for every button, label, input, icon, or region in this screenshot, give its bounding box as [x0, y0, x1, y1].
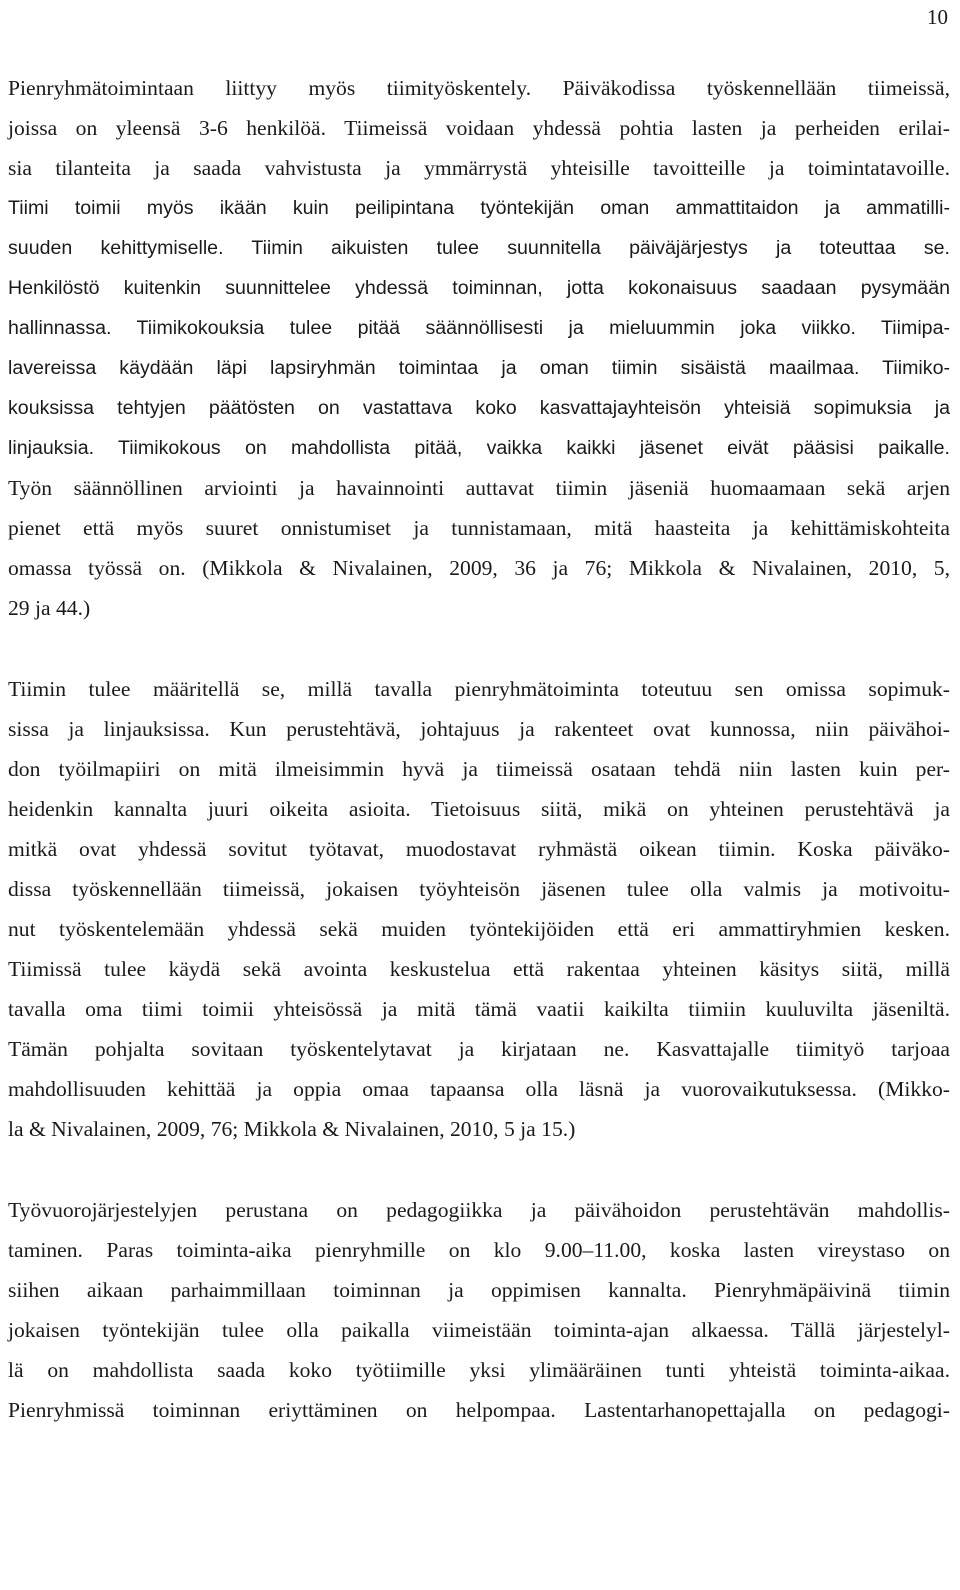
text-line: la & Nivalainen, 2009, 76; Mikkola & Nivalainen, 2010, 5 ja 15.): [8, 1117, 576, 1141]
text-line: tavalla oma tiimi toimii yhteisössä ja mitä tämä vaatii kaikilta tiimiin kuuluvilta jäseniltä.: [8, 997, 950, 1021]
text-line: lä on mahdollista saada koko työtiimille yksi ylimääräinen tunti yhteistä toiminta-aikaa.: [8, 1358, 950, 1382]
text-line: lavereissa käydään läpi lapsiryhmän toimintaa ja oman tiimin sisäistä maailmaa. Tiimiko-: [8, 357, 950, 379]
text-line: sissa ja linjauksissa. Kun perustehtävä, johtajuus ja rakenteet ovat kunnossa, niin päivähoi-: [8, 717, 950, 741]
text-line: dissa työskennellään tiimeissä, jokaisen työyhteisön jäsenen tulee olla valmis ja motivoitu-: [8, 877, 950, 901]
paragraph: [8, 1190, 950, 1430]
text-line: kouksissa tehtyjen päätösten on vastattava koko kasvattajayhteisön yhteisiä sopimuksia ja: [8, 397, 950, 419]
text-line: don työilmapiiri on mitä ilmeisimmin hyvä ja tiimeissä osataan tehdä niin lasten kuin per-: [8, 757, 950, 781]
paragraph-gap: [8, 628, 950, 669]
text-line: 29 ja 44.): [8, 596, 91, 620]
text-line: sia tilanteita ja saada vahvistusta ja ymmärrystä yhteisille tavoitteille ja toimintatavoille.: [8, 156, 950, 180]
text-line: Työn säännöllinen arviointi ja havainnointi auttavat tiimin jäseniä huomaamaan sekä arjen: [8, 476, 950, 500]
text-line: joissa on yleensä 3-6 henkilöä. Tiimeissä voidaan yhdessä pohtia lasten ja perheiden erilai-: [8, 116, 950, 140]
paragraph-gap: [8, 1149, 950, 1190]
text-line: mitkä ovat yhdessä sovitut työtavat, muodostavat ryhmästä oikean tiimin. Koska päiväko-: [8, 837, 950, 861]
page-number: 10: [927, 5, 948, 29]
text-line: mahdollisuuden kehittää ja oppia omaa tapaansa olla läsnä ja vuorovaikutuksessa. (Mikko-: [8, 1077, 950, 1101]
text-line: Työvuorojärjestelyjen perustana on pedagogiikka ja päivähoidon perustehtävän mahdollis-: [8, 1198, 950, 1222]
text-line: siihen aikaan parhaimmillaan toiminnan ja oppimisen kannalta. Pienryhmäpäivinä tiimin: [8, 1278, 950, 1302]
text-line: suuden kehittymiselle. Tiimin aikuisten tulee suunnitella päiväjärjestys ja toteuttaa se.: [8, 237, 950, 259]
text-line: taminen. Paras toiminta-aika pienryhmille on klo 9.00–11.00, koska lasten vireystaso on: [8, 1238, 950, 1262]
text-line: hallinnassa. Tiimikokouksia tulee pitää säännöllisesti ja mieluummin joka viikko. Tiimipa-: [8, 317, 950, 339]
text-line: linjauksia. Tiimikokous on mahdollista pitää, vaikka kaikki jäsenet eivät pääsisi paikalle.: [8, 437, 950, 459]
text-line: Tiimissä tulee käydä sekä avointa keskustelua että rakentaa yhteinen käsitys siitä, millä: [8, 957, 950, 981]
document-body: [8, 68, 950, 1430]
text-line: heidenkin kannalta juuri oikeita asioita. Tietoisuus siitä, mikä on yhteinen perustehtävä ja: [8, 797, 950, 821]
text-line: pienet että myös suuret onnistumiset ja tunnistamaan, mitä haasteita ja kehittämiskohteita: [8, 516, 950, 540]
text-line: nut työskentelemään yhdessä sekä muiden työntekijöiden että eri ammattiryhmien kesken.: [8, 917, 950, 941]
text-line: Henkilöstö kuitenkin suunnittelee yhdessä toiminnan, jotta kokonaisuus saadaan pysymään: [8, 277, 950, 299]
text-line: Pienryhmätoimintaan liittyy myös tiimityöskentely. Päiväkodissa työskennellään tiimeissä,: [8, 76, 950, 100]
text-line: Tiimin tulee määritellä se, millä tavalla pienryhmätoiminta toteutuu sen omissa sopimuk-: [8, 677, 950, 701]
text-line: jokaisen työntekijän tulee olla paikalla viimeistään toiminta-ajan alkaessa. Tällä järjestelyl-: [8, 1318, 950, 1342]
text-line: Pienryhmissä toiminnan eriyttäminen on helpompaa. Lastentarhanopettajalla on pedagogi-: [8, 1398, 950, 1422]
text-line: omassa työssä on. (Mikkola & Nivalainen, 2009, 36 ja 76; Mikkola & Nivalainen, 2010, 5,: [8, 556, 950, 580]
paragraph: [8, 669, 950, 1149]
text-line: Tämän pohjalta sovitaan työskentelytavat ja kirjataan ne. Kasvattajalle tiimityö tarjoaa: [8, 1037, 950, 1061]
text-line: Tiimi toimii myös ikään kuin peilipintana työntekijän oman ammattitaidon ja ammatilli-: [8, 197, 950, 219]
paragraph: [8, 68, 950, 628]
